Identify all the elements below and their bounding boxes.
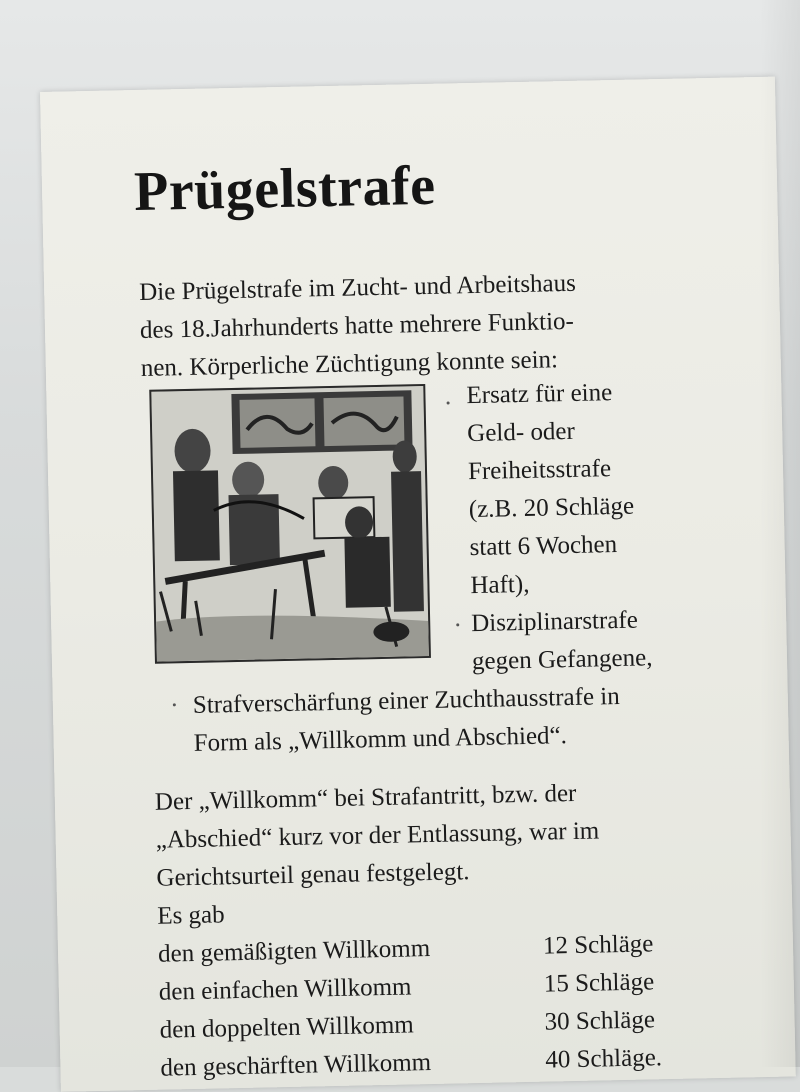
table-row-value: 40 Schläge.: [545, 1044, 663, 1074]
paragraph-line: Es gab: [157, 901, 225, 930]
table-row-value: 30 Schläge: [544, 1006, 656, 1036]
table-row-label: den einfachen Willkomm: [158, 973, 412, 1006]
woodcut-illustration: [149, 384, 431, 664]
intro-line: des 18.Jahrhunderts hatte mehrere Funktio-: [139, 307, 575, 344]
table-row-label: den doppelten Willkomm: [159, 1011, 414, 1044]
page-title: Prügelstrafe: [133, 154, 437, 224]
side-line: (z.B. 20 Schläge: [468, 492, 635, 524]
paragraph-line: Der „Willkomm“ bei Strafantritt, bzw. der: [154, 779, 577, 816]
table-row-label: den gemäßigten Willkomm: [157, 935, 431, 968]
after-image-line: Form als „Willkomm und Abschied“.: [193, 722, 568, 757]
paragraph-line: Gerichtsurteil genau festgelegt.: [156, 858, 470, 892]
table-row-value: 15 Schläge: [543, 968, 655, 998]
side-line: Disziplinarstrafe: [470, 606, 639, 638]
after-image-line: Strafverschärfung einer Zuchthausstrafe in: [192, 682, 620, 719]
side-line: gegen Gefangene,: [471, 644, 653, 676]
bullet-dot: [447, 401, 450, 404]
side-line: Haft),: [470, 570, 530, 600]
side-line: Geld- oder: [466, 417, 576, 448]
table-row-label: den geschärften Willkomm: [160, 1049, 432, 1082]
paragraph-line: „Abschied“ kurz vor der Entlassung, war im: [155, 817, 600, 854]
intro-line: nen. Körperliche Züchtigung konnte sein:: [140, 346, 559, 382]
bullet-dot: [456, 623, 459, 626]
edge-shadow: [760, 0, 800, 1067]
side-line: statt 6 Wochen: [469, 531, 618, 562]
side-line: Freiheitsstrafe: [467, 455, 612, 486]
bullet-dot: [173, 703, 176, 706]
intro-line: Die Prügelstrafe im Zucht- und Arbeitshaus: [138, 269, 577, 306]
table-row-value: 12 Schläge: [542, 930, 654, 960]
document-page: [40, 77, 796, 1092]
side-line: Ersatz für eine: [466, 379, 613, 410]
